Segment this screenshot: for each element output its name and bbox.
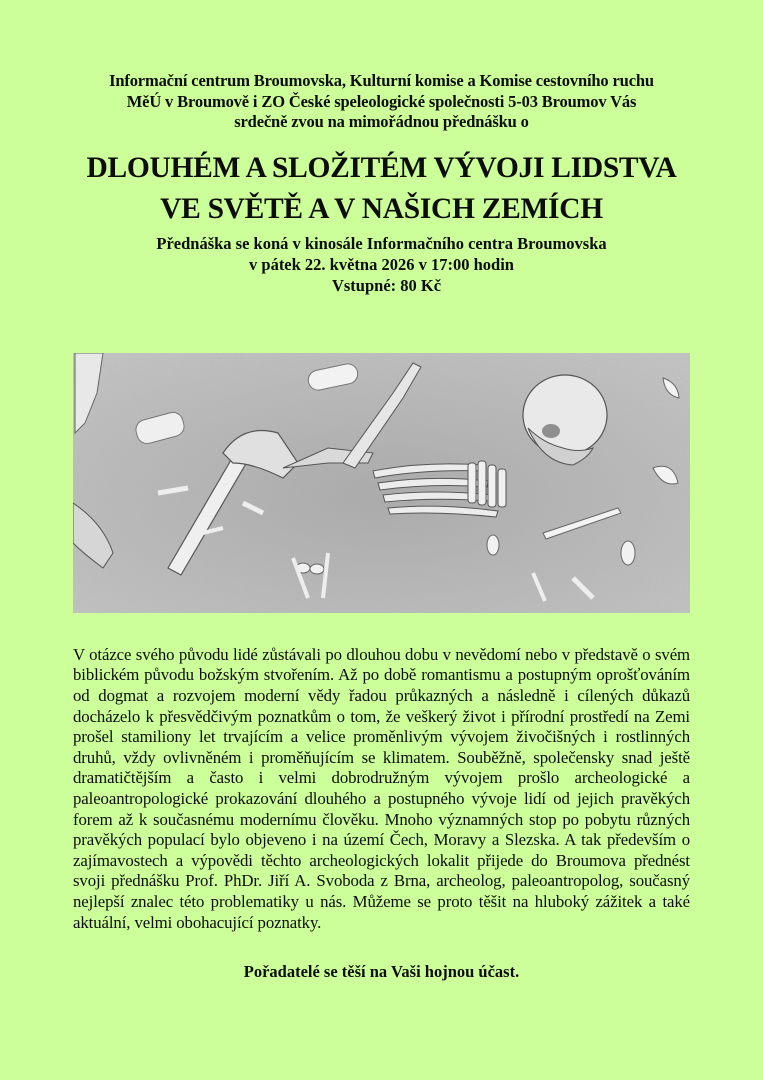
event-details — [40, 233, 723, 296]
skeleton-burial-illustration — [73, 353, 690, 613]
event-datetime: v pátek 22. května 2026 v 17:00 hodin — [249, 255, 514, 274]
lecture-title — [20, 148, 743, 230]
lecture-description: V otázce svého původu lidé zůstávali po dlouhou dobu v nevědomí nebo v představě o svém biblickém původu božským stvořením. Až po době romantismu a postupným oprošťováním od dogmat a rozvojem moderní vědy řadou průkazných a následně i cílených důkazů docházelo k přesvědčivým poznatkům o tom, že veškerý život i přírodní prostředí na Zemi prošel stamiliony let trvajícím a velice proměnlivým vývojem živočišných i rostlinných druhů, vždy ovlivněném i proměňujícím se klimatem. Souběžně, společensky snad ještě dramatičtějším a často i velmi dobrodružným vývojem prošlo archeologické a paleoantropologické prokazování dlouhého a postupného vývoje lidí od jejich pravěkých forem až k současnému modernímu člověku. Mnoho významných stop po pobytu různých pravěkých populací bylo objeveno i na území Čech, Moravy a Slezska. A tak především o zajímavostech a výpovědi těchto archeologických lokalit přijede do Broumova přednést svoji přednášku Prof. PhDr. Jiří A. Svoboda z Brna, archeolog, paleoantropolog, současný nejlepší znalec této problematiky u nás. Můžeme se proto těšit na hluboký zážitek a také aktuální, velmi obohacující poznatky. — [73, 644, 690, 932]
intro-line-3: srdečně zvou na mimořádnou přednášku o — [234, 112, 529, 131]
admission-fee: Vstupné: 80 Kč — [331, 276, 442, 295]
title-line-2: VE SVĚTĚ A V NAŠICH ZEMÍCH — [160, 193, 603, 225]
skeleton-illustration-icon — [73, 353, 690, 613]
invitation-intro — [40, 71, 723, 133]
closing-note: Pořadatelé se těší na Vaši hojnou účast. — [243, 962, 520, 981]
intro-line-2: MěÚ v Broumově i ZO České speleologické společnosti 5-03 Broumov Vás — [126, 91, 637, 111]
intro-line-1: Informační centrum Broumovska, Kulturní komise a Komise cestovního ruchu — [109, 71, 654, 90]
title-line-1: DLOUHÉM A SLOŽITÉM VÝVOJI LIDSTVA — [86, 152, 677, 184]
event-venue: Přednáška se koná v kinosále Informačního centra Broumovska — [156, 234, 607, 253]
